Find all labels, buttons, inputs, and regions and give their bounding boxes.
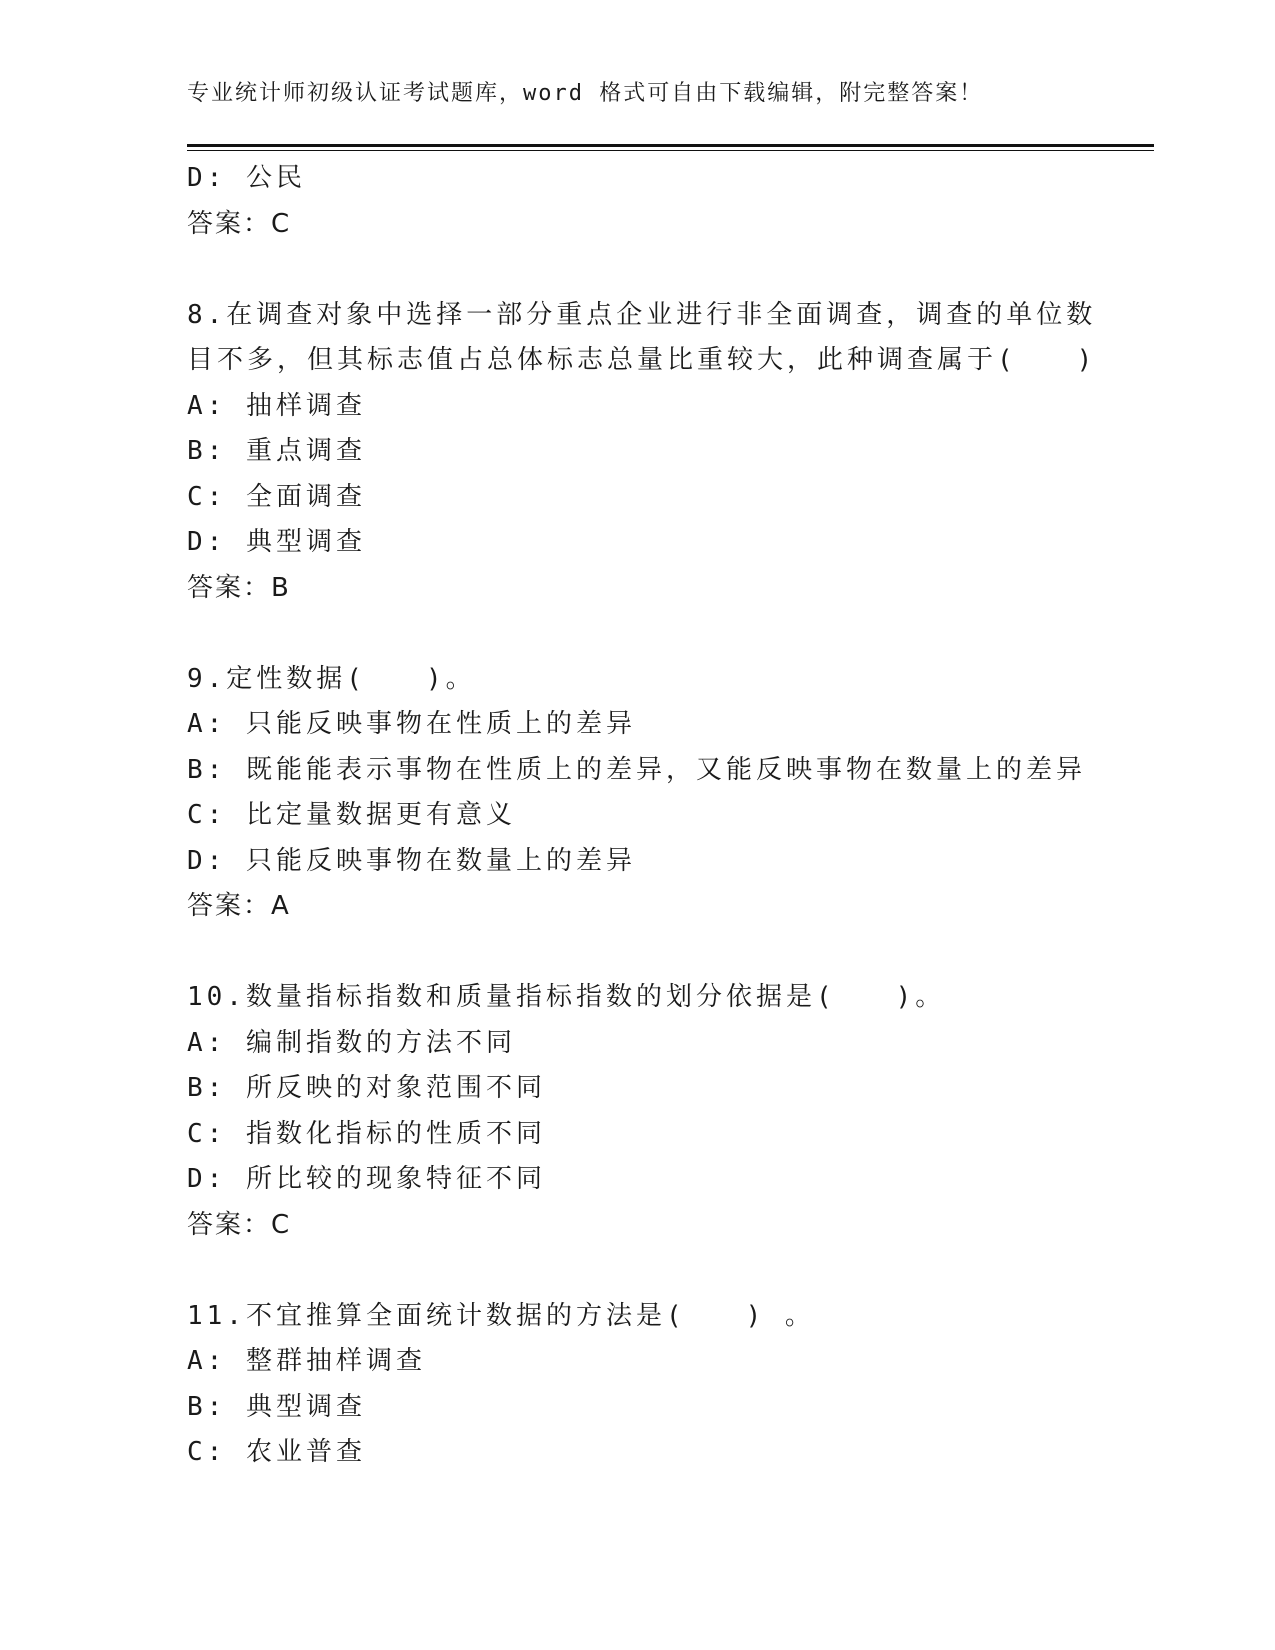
answer: 答案：B	[187, 572, 291, 603]
option-b: B: 典型调查	[187, 1391, 366, 1422]
option-c: C: 比定量数据更有意义	[187, 800, 516, 830]
answer: 答案：A	[187, 891, 291, 921]
option-d: D: 典型调查	[187, 527, 366, 557]
page-header: 专业统计师初级认证考试题库，word 格式可自由下载编辑，附完整答案！	[187, 81, 984, 106]
spacer	[187, 247, 1087, 293]
option-a: A: 抽样调查	[187, 390, 366, 421]
question-stem: 11.不宜推算全面统计数据的方法是( ) 。	[187, 1300, 815, 1331]
option-d: D: 公民	[187, 163, 306, 193]
answer: 答案：C	[187, 208, 292, 239]
option-a: A: 只能反映事物在性质上的差异	[187, 709, 636, 739]
option-c: C: 农业普查	[187, 1437, 366, 1467]
header-rule-thin	[187, 150, 1154, 151]
question-stem: 8.在调查对象中选择一部分重点企业进行非全面调查，调查的单位数	[187, 299, 1097, 330]
option-b: B: 重点调查	[187, 436, 366, 466]
option-d: D: 所比较的现象特征不同	[187, 1164, 546, 1194]
answer: 答案：C	[187, 1209, 292, 1240]
spacer	[187, 930, 1087, 976]
option-c: C: 全面调查	[187, 481, 366, 512]
spacer	[187, 611, 1087, 657]
option-b: B: 所反映的对象范围不同	[187, 1073, 546, 1103]
option-c: C: 指数化指标的性质不同	[187, 1118, 546, 1149]
question-stem: 10.数量指标指数和质量指标指数的划分依据是( )。	[187, 982, 946, 1012]
option-b: B: 既能能表示事物在性质上的差异，又能反映事物在数量上的差异	[187, 754, 1086, 785]
document-body	[187, 156, 1097, 1476]
option-d: D: 只能反映事物在数量上的差异	[187, 845, 636, 876]
option-a: A: 编制指数的方法不同	[187, 1027, 516, 1058]
header-rule-thick	[187, 144, 1154, 147]
option-a: A: 整群抽样调查	[187, 1346, 426, 1376]
spacer	[187, 1248, 1087, 1294]
question-stem: 9.定性数据( )。	[187, 663, 476, 694]
question-stem: 目不多，但其标志值占总体标志总量比重较大，此种调查属于( )	[187, 345, 1097, 375]
